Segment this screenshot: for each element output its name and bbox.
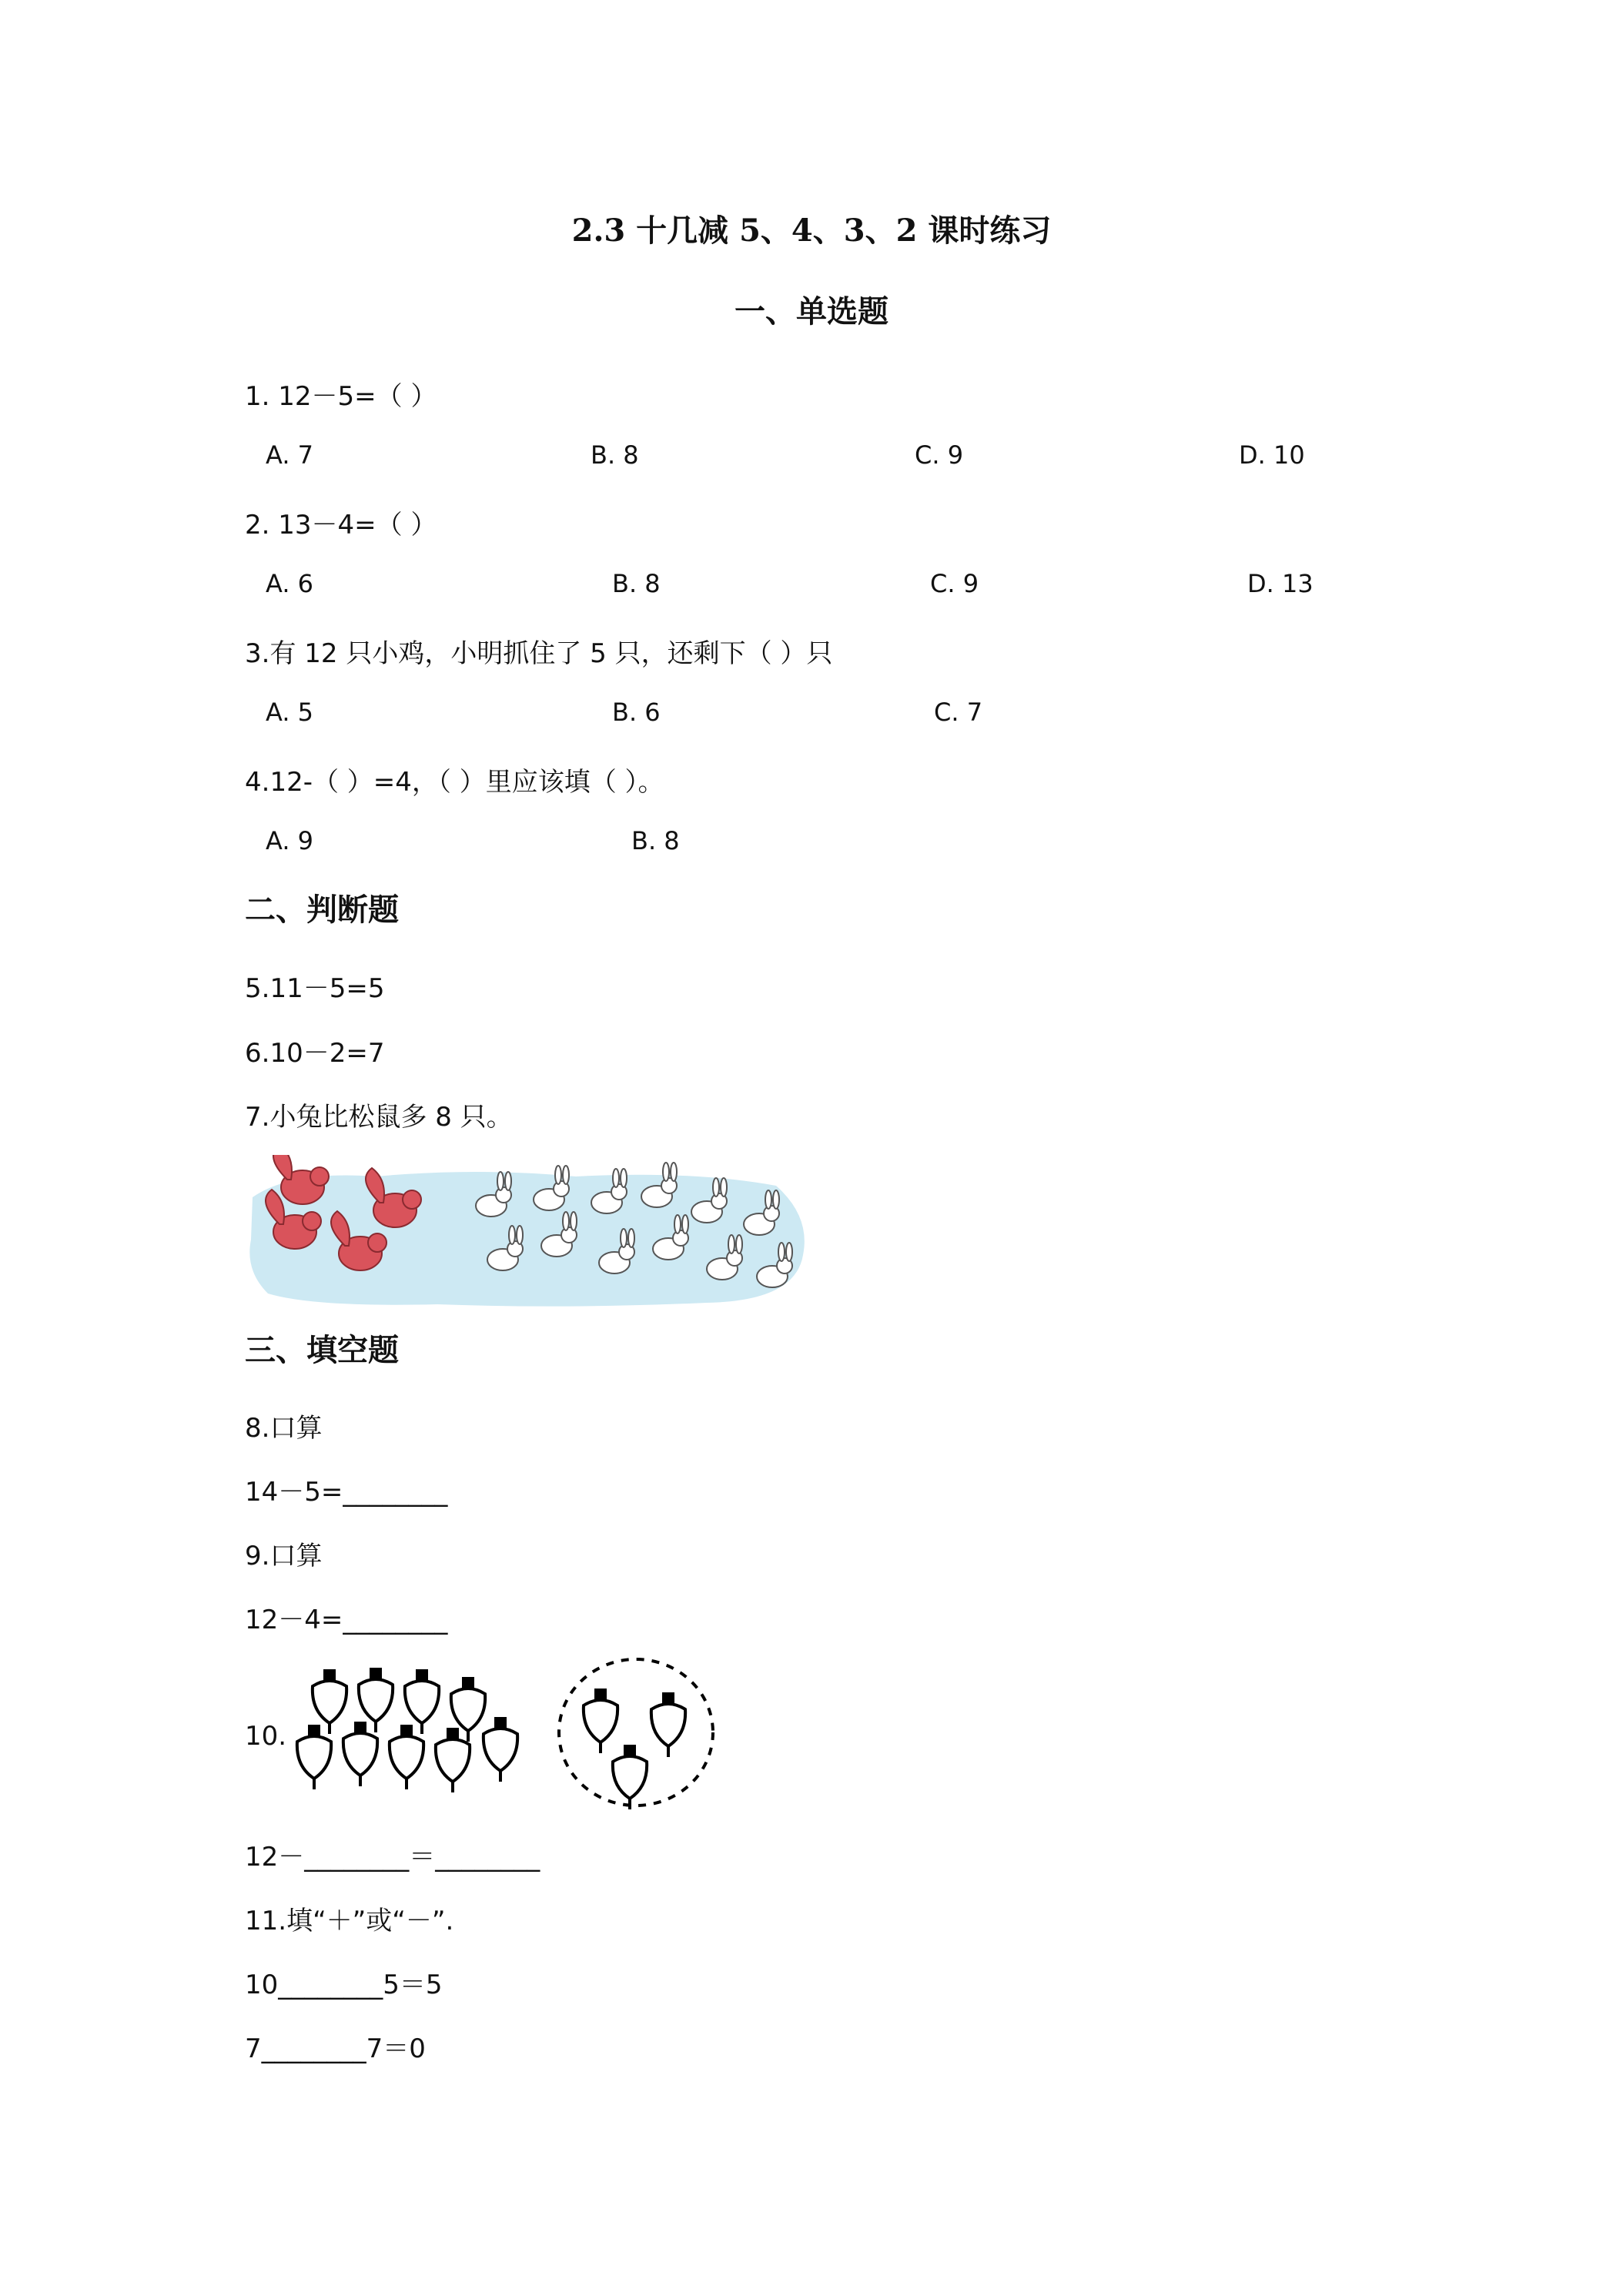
radish [297,1726,331,1789]
q2-option-d[interactable]: D. 13 [1247,569,1313,598]
question-4: 4.12-（ ）=4，（ ）里应该填（ ）。 [245,767,664,798]
question-11: 11.填“＋”或“－”. [245,1906,454,1936]
radish [313,1671,346,1734]
q1-option-a[interactable]: A. 7 [266,440,314,470]
section-judge: 二、判断题 [245,892,399,928]
radish [405,1671,439,1734]
question-7: 7.小兔比松鼠多 8 只。 [245,1102,513,1133]
question-3: 3.有 12 只小鸡，小明抓住了 5 只，还剩下（ ）只 [245,638,833,669]
q1-option-c[interactable]: C. 9 [915,440,964,470]
q11-line-1[interactable]: 10________5＝5 [245,1970,443,2000]
radishes-illustration [283,1648,714,1817]
radish [584,1690,617,1753]
q10-expression[interactable]: 12－________＝________ [245,1842,540,1873]
question-5: 5.11－5=5 [245,973,385,1004]
question-10-label: 10. [245,1721,287,1752]
radish [343,1723,377,1786]
radish [651,1694,685,1757]
q2-option-b[interactable]: B. 8 [612,569,661,598]
q1-option-b[interactable]: B. 8 [591,440,639,470]
q11-line-2[interactable]: 7________7＝0 [245,2033,426,2064]
q1-option-d[interactable]: D. 10 [1239,440,1305,470]
q2-option-c[interactable]: C. 9 [930,569,979,598]
q3-option-b[interactable]: B. 6 [612,698,661,727]
question-1: 1. 12－5=（ ） [245,381,437,412]
question-9: 9.口算 [245,1541,323,1571]
question-2: 2. 13－4=（ ） [245,510,437,541]
q3-option-c[interactable]: C. 7 [934,698,983,727]
q4-option-b[interactable]: B. 8 [631,826,680,855]
q8-expression[interactable]: 14－5=________ [245,1477,448,1508]
radish [613,1746,647,1809]
page-title: 2.3 十几减 5、4、3、2 课时练习 [571,213,1052,249]
squirrels-rabbits-illustration [245,1155,815,1309]
question-6: 6.10－2=7 [245,1038,385,1069]
radish [436,1729,470,1792]
section-single-choice: 一、单选题 [735,293,888,330]
radish [484,1719,517,1782]
q3-option-a[interactable]: A. 5 [266,698,314,727]
q2-option-a[interactable]: A. 6 [266,569,314,598]
question-8: 8.口算 [245,1413,323,1444]
q4-option-a[interactable]: A. 9 [266,826,314,855]
section-fill: 三、填空题 [245,1332,399,1368]
q9-expression[interactable]: 12－4=________ [245,1605,448,1635]
radish [390,1726,423,1789]
